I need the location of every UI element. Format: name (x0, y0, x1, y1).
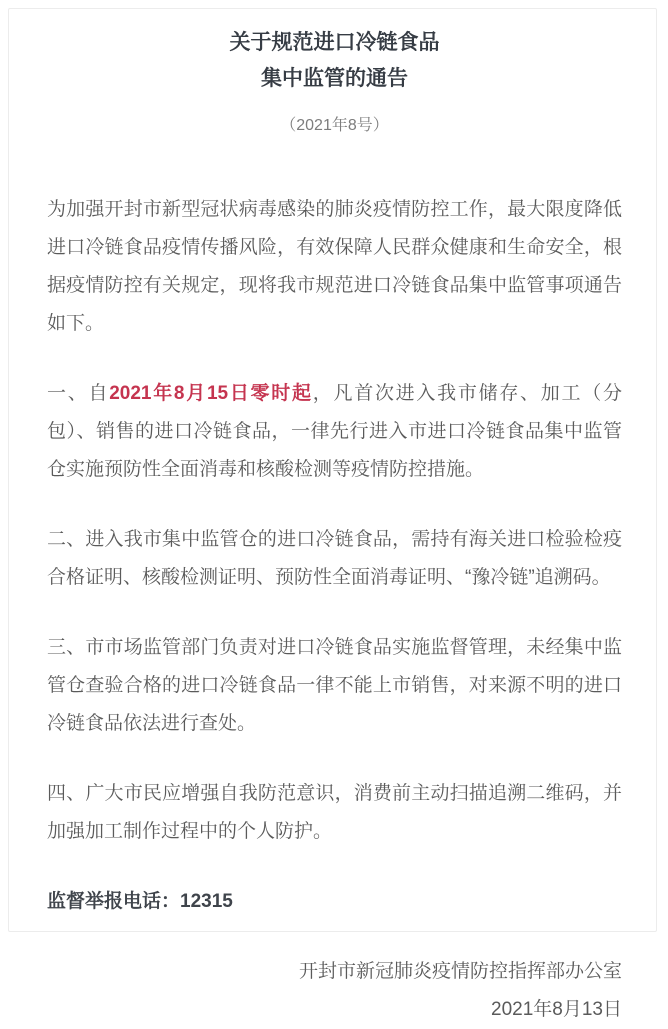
intro-paragraph: 为加强开封市新型冠状病毒感染的肺炎疫情防控工作，最大限度降低进口冷链食品疫情传播风险，有效保障人民群众健康和生命安全，根据疫情防控有关规定，现将我市规范进口冷链食品集中监管事项通告如下。 (47, 199, 622, 334)
title-line-1: 关于规范进口冷链食品 (229, 31, 440, 54)
title-line-2: 集中监管的通告 (261, 67, 408, 90)
item-3-paragraph: 三、市市场监管部门负责对进口冷链食品实施监督管理，未经集中监管仓查验合格的进口冷链食品一律不能上市销售，对来源不明的进口冷链食品依法进行查处。 (47, 637, 622, 734)
signature-block (47, 953, 622, 1029)
item-1-prefix: 一、自 (47, 383, 110, 404)
item-1-suffix: ，凡首次进入我市储存、加工（分包）、销售的进口冷链食品，一律先行进入市进口冷链食品集中监管仓实施预防性全面消毒和核酸检测等疫情防控措施。 (47, 383, 622, 480)
notice-card (8, 8, 657, 1020)
effective-date-highlight: 2021年8月15日零时起 (109, 383, 313, 404)
date-line: 2021年8月13日 (491, 999, 622, 1020)
hotline-line: 监督举报电话：12315 (47, 891, 233, 912)
item-2-paragraph: 二、进入我市集中监管仓的进口冷链食品，需持有海关进口检验检疫合格证明、核酸检测证明、预防性全面消毒证明、“豫冷链”追溯码。 (47, 529, 622, 588)
item-4-paragraph: 四、广大市民应增强自我防范意识，消费前主动扫描追溯二维码，并加强加工制作过程中的个人防护。 (47, 783, 622, 842)
signature-line: 开封市新冠肺炎疫情防控指挥部办公室 (298, 961, 622, 982)
doc-number: （2021年8号） (280, 117, 389, 134)
item-1-paragraph (47, 375, 622, 489)
notice-title (47, 25, 622, 97)
